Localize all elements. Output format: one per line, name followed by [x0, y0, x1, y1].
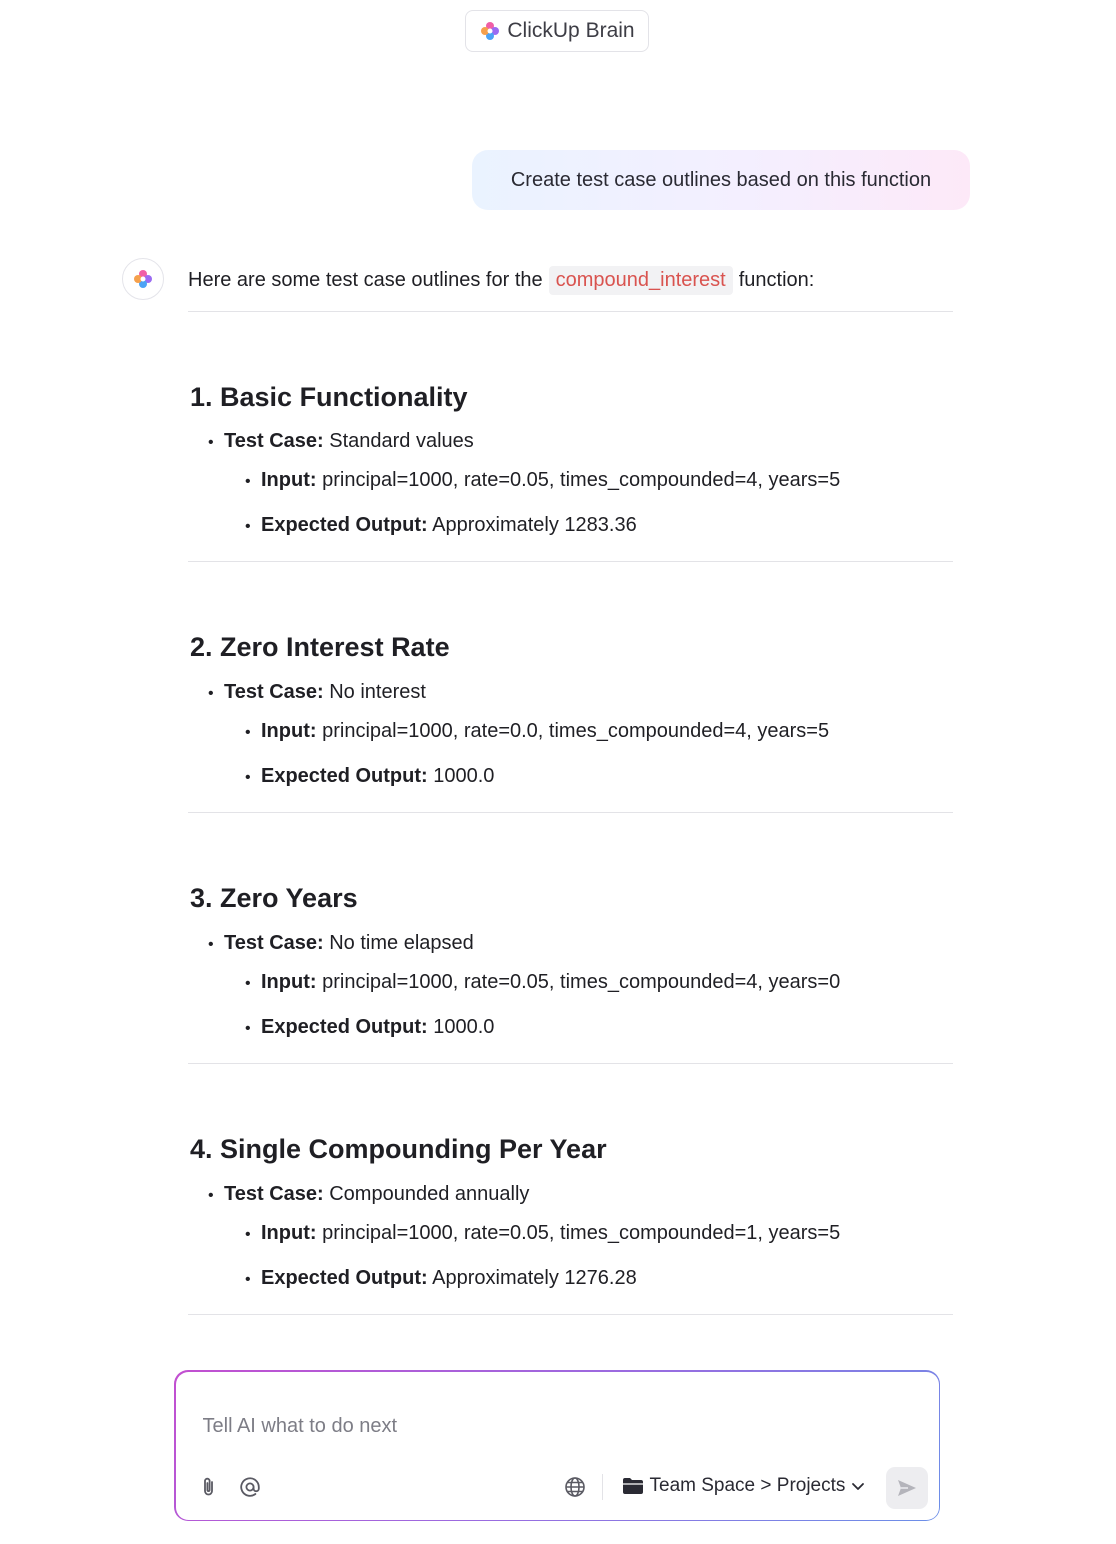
divider [188, 311, 953, 312]
divider [188, 812, 953, 813]
output-label: Expected Output: [261, 514, 428, 536]
test-section [190, 1132, 990, 1289]
folder-icon [622, 1477, 644, 1495]
input-value: principal=1000, rate=0.05, times_compounded=4, years=5 [322, 469, 841, 491]
input-label: Input: [261, 469, 317, 491]
location-selector[interactable] [622, 1472, 866, 1500]
send-icon [897, 1479, 917, 1497]
test-case-item: • Test Case: No interest [208, 681, 426, 703]
toolbar-divider [602, 1474, 603, 1500]
output-item: • Expected Output: 1000.0 [245, 765, 495, 787]
clickup-brain-header [465, 10, 649, 52]
output-label: Expected Output: [261, 765, 428, 787]
divider [188, 1314, 953, 1315]
test-case-value: Standard values [329, 430, 474, 452]
test-case-label: Test Case: [224, 1183, 324, 1205]
send-button[interactable] [886, 1467, 928, 1509]
input-item: • Input: principal=1000, rate=0.05, times_compounded=1, years=5 [245, 1222, 841, 1244]
brand-label: ClickUp Brain [507, 19, 635, 42]
output-label: Expected Output: [261, 1267, 428, 1289]
input-item: • Input: principal=1000, rate=0.0, times_compounded=4, years=5 [245, 720, 830, 742]
test-case-item: • Test Case: Standard values [208, 430, 474, 452]
test-case-label: Test Case: [224, 430, 324, 452]
section-title: 3. Zero Years [190, 883, 358, 913]
output-label: Expected Output: [261, 1016, 428, 1038]
output-value: 1000.0 [433, 1016, 495, 1038]
inline-code: compound_interest [549, 266, 733, 295]
response-intro [188, 262, 814, 298]
section-title: 2. Zero Interest Rate [190, 632, 450, 662]
test-case-item: • Test Case: Compounded annually [208, 1183, 530, 1205]
input-item: • Input: principal=1000, rate=0.05, times_compounded=4, years=5 [245, 469, 841, 491]
prompt-input[interactable] [203, 1412, 903, 1442]
output-item: • Expected Output: Approximately 1276.28 [245, 1267, 637, 1289]
ai-composer [174, 1370, 940, 1521]
output-value: Approximately 1283.36 [432, 514, 637, 536]
input-value: principal=1000, rate=0.05, times_compounded=4, years=0 [322, 971, 841, 993]
intro-text-before: Here are some test case outlines for the [188, 268, 543, 291]
paperclip-icon[interactable] [196, 1474, 222, 1500]
ai-avatar [122, 258, 164, 300]
test-case-value: No time elapsed [329, 932, 474, 954]
input-value: principal=1000, rate=0.0, times_compounded=4, years=5 [322, 720, 830, 742]
globe-icon[interactable] [562, 1474, 588, 1500]
output-item: • Expected Output: 1000.0 [245, 1016, 495, 1038]
test-case-value: Compounded annually [329, 1183, 530, 1205]
test-case-value: No interest [329, 681, 426, 703]
input-label: Input: [261, 720, 317, 742]
input-item: • Input: principal=1000, rate=0.05, times_compounded=4, years=0 [245, 971, 841, 993]
user-message-bubble [472, 150, 970, 210]
clickup-brain-logo-icon [132, 268, 154, 290]
section-title: 4. Single Compounding Per Year [190, 1134, 607, 1164]
test-section [190, 630, 990, 787]
user-message-text: Create test case outlines based on this function [510, 168, 932, 191]
divider [188, 561, 953, 562]
input-value: principal=1000, rate=0.05, times_compounded=1, years=5 [322, 1222, 841, 1244]
chevron-down-icon [851, 1481, 865, 1491]
test-case-label: Test Case: [224, 681, 324, 703]
input-label: Input: [261, 1222, 317, 1244]
output-item: • Expected Output: Approximately 1283.36 [245, 514, 637, 536]
output-value: Approximately 1276.28 [432, 1267, 637, 1289]
intro-text-after: function: [738, 268, 815, 291]
divider [188, 1063, 953, 1064]
test-section [190, 380, 990, 536]
output-value: 1000.0 [433, 765, 495, 787]
test-section [190, 881, 990, 1038]
test-case-label: Test Case: [224, 932, 324, 954]
input-label: Input: [261, 971, 317, 993]
location-label: Team Space > Projects [649, 1474, 846, 1496]
clickup-brain-logo-icon [479, 20, 501, 42]
section-title: 1. Basic Functionality [190, 382, 468, 412]
at-sign-icon[interactable] [237, 1474, 263, 1500]
test-case-item: • Test Case: No time elapsed [208, 932, 474, 954]
